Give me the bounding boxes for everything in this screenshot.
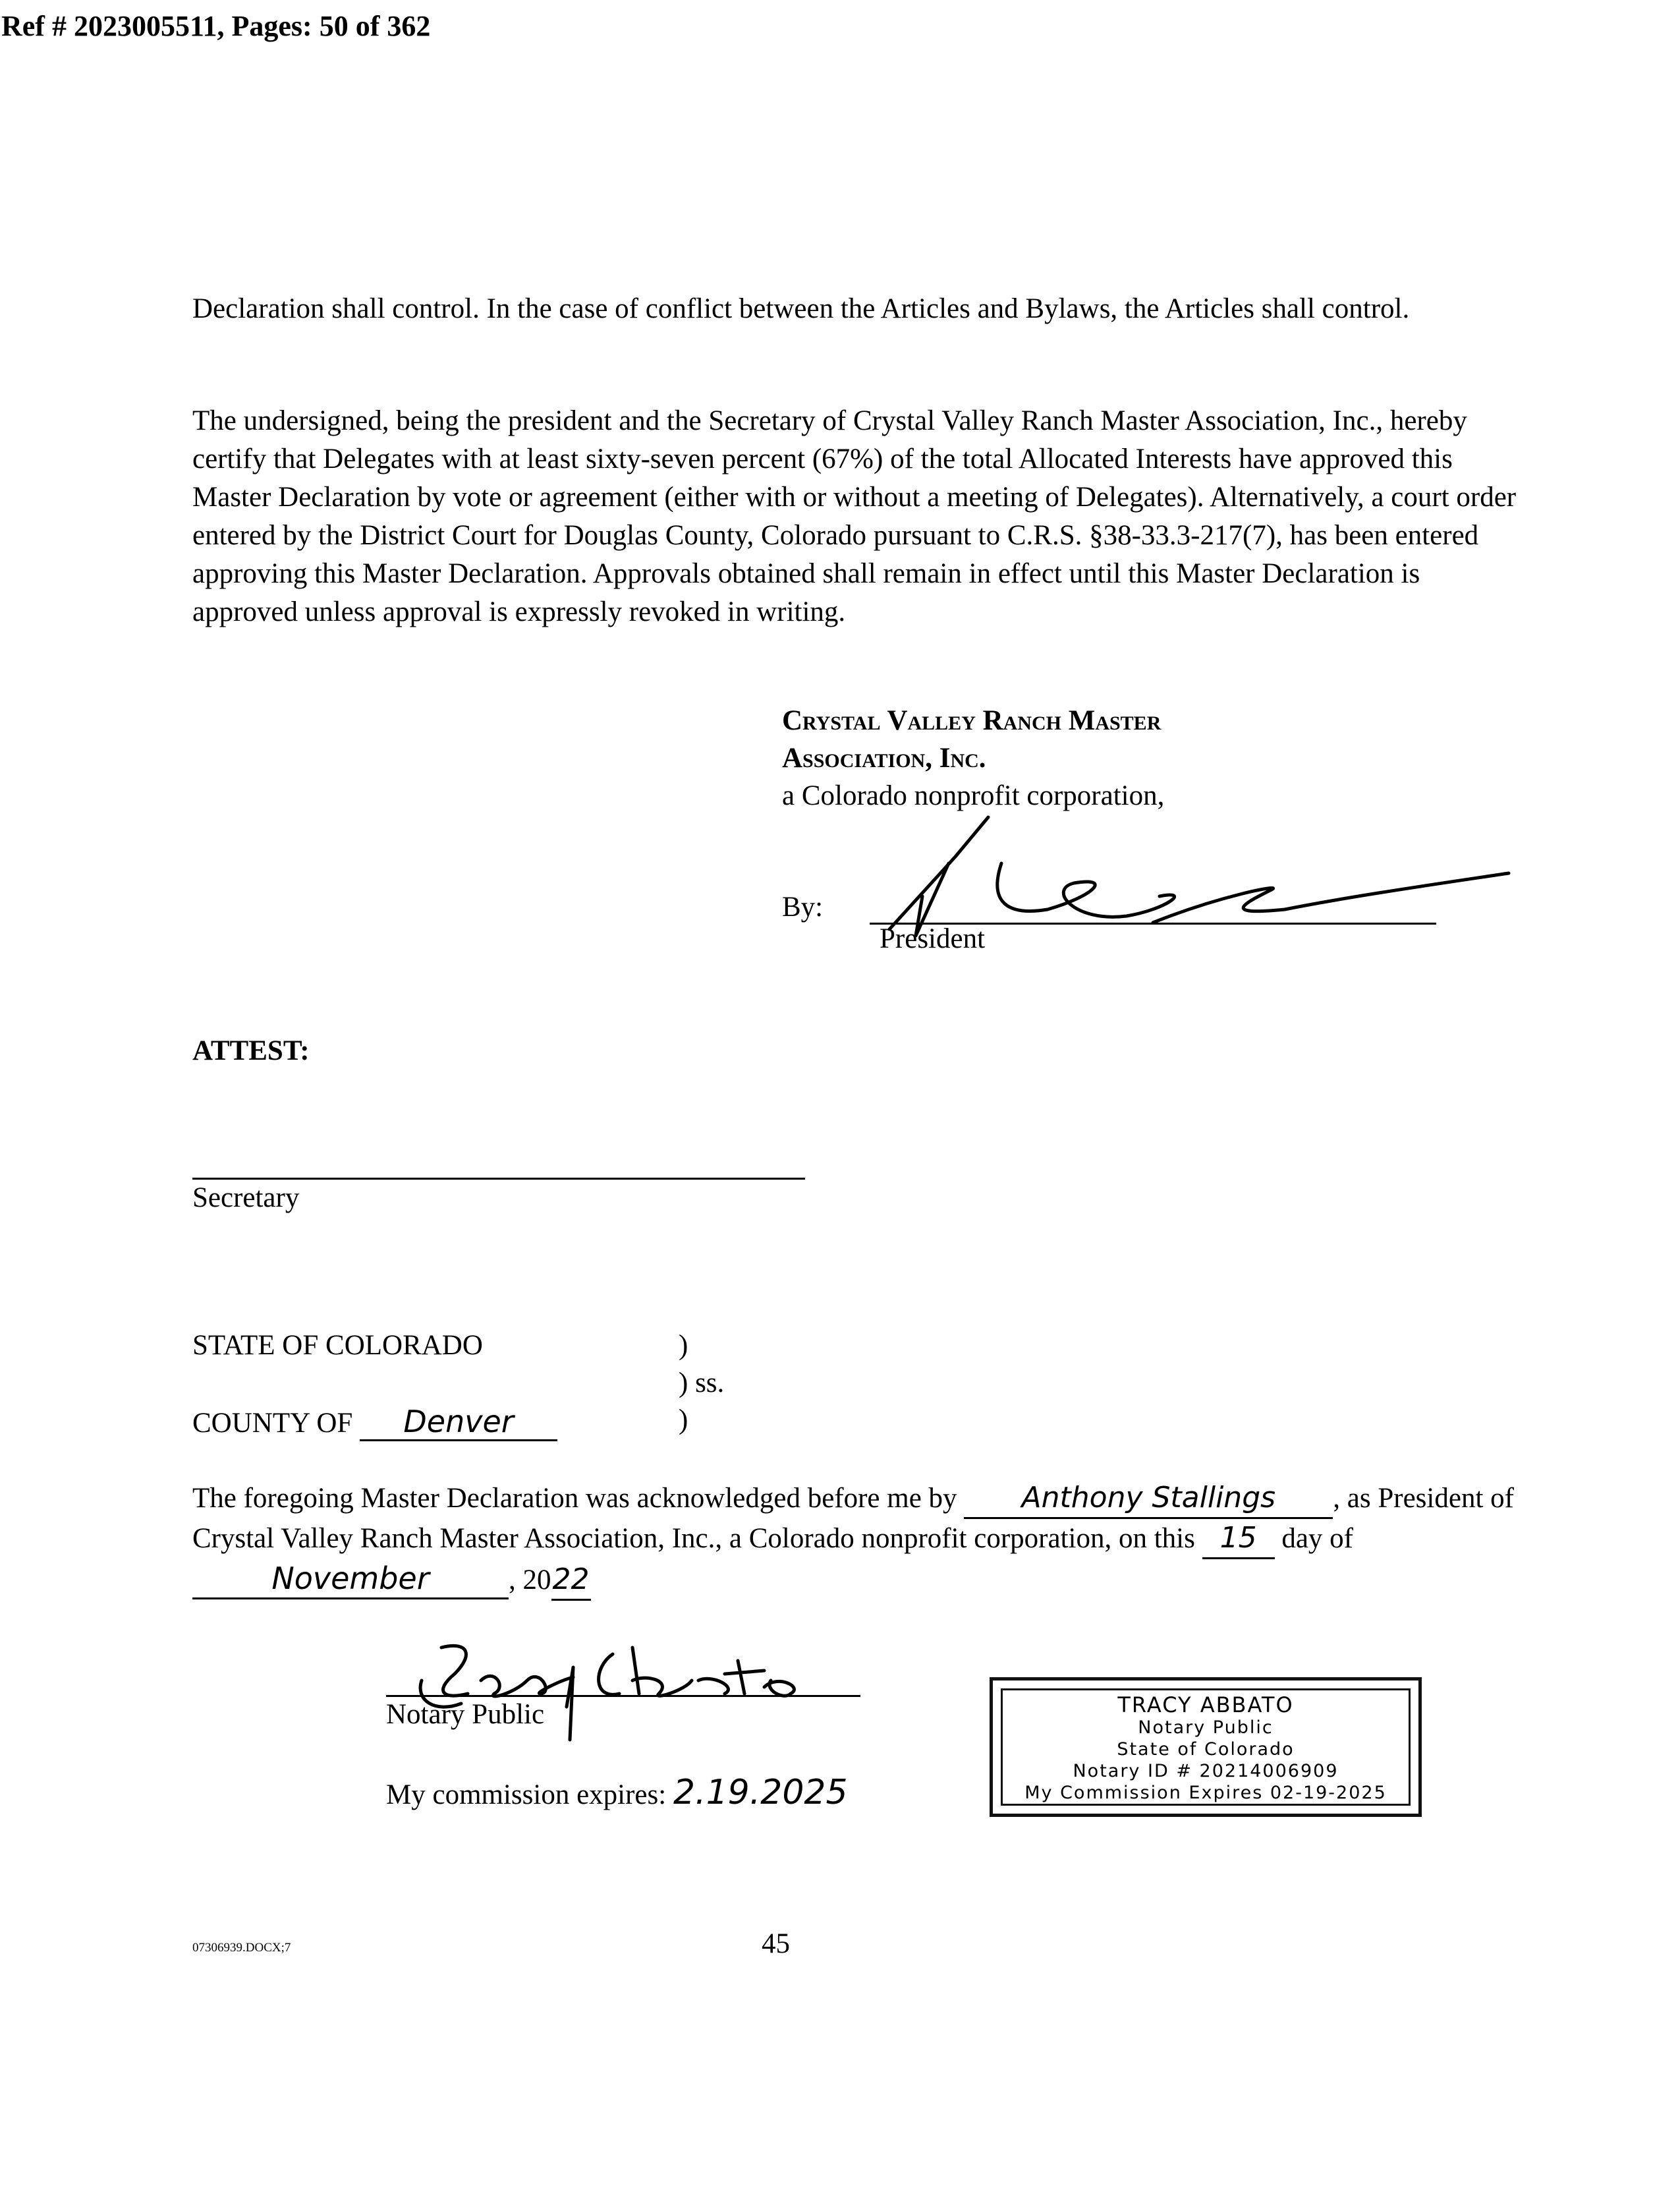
county-label: COUNTY OF <box>192 1408 353 1439</box>
stamp-notary-name: TRACY ABBATO <box>1117 1692 1294 1717</box>
commission-label: My commission expires: <box>386 1779 667 1810</box>
commission-expiry <box>386 1773 848 1812</box>
notary-stamp <box>990 1677 1422 1817</box>
commission-value: 2.19.2025 <box>673 1773 848 1812</box>
ack-text-2: , as President of Crystal Valley Ranch Master Association, Inc., a Colorado nonprofit corporation, on this <box>192 1483 1514 1554</box>
signature-entity-block <box>782 702 1164 815</box>
ack-text-3: day of <box>1281 1523 1353 1554</box>
attest-heading: ATTEST: <box>192 1035 310 1066</box>
stamp-line-id: Notary ID # 20214006909 <box>1073 1761 1339 1781</box>
venue-paren-top: ) <box>679 1330 688 1361</box>
paragraph-certification: The undersigned, being the president and the Secretary of Crystal Valley Ranch Master Association, Inc., hereby certify that Delegates with at least sixty-seven percent (67%) of the total Allocated Interests have approved this Master Declaration by vote or agreement (either with or without a meeting of Delegates). Alternatively, a court order entered by the District Court for Douglas County, Colorado pursuant to C.R.S. §38-33.3-217(7), has been entered approving this Master Declaration. Approvals obtained shall remain in effect until this Master Declaration is approved unless approval is expressly revoked in writing. <box>192 405 1517 627</box>
venue-ss: ) ss. <box>679 1367 725 1398</box>
stamp-line-expiry: My Commission Expires 02-19-2025 <box>1024 1783 1387 1803</box>
notary-label: Notary Public <box>386 1699 545 1730</box>
ack-text-1: The foregoing Master Declaration was acknowledged before me by <box>192 1483 957 1514</box>
by-label: By: <box>782 892 824 923</box>
venue-paren-bottom: ) <box>679 1404 688 1435</box>
stamp-line-title: Notary Public <box>1138 1717 1274 1738</box>
president-title: President <box>880 923 986 954</box>
venue-county <box>192 1404 557 1441</box>
ack-text-4: , 20 <box>509 1565 551 1595</box>
acknowledgment-paragraph <box>192 1479 1523 1601</box>
page-number: 45 <box>762 1928 790 1959</box>
reference-header: Ref # 2023005511, Pages: 50 of 362 <box>1 10 431 42</box>
ack-name: Anthony Stallings <box>964 1479 1333 1519</box>
paragraph-control: Declaration shall control. In the case of conflict between the Articles and Bylaws, the Articles shall control. <box>192 293 1410 324</box>
entity-name-line1: Crystal Valley Ranch Master <box>782 705 1162 736</box>
secretary-title: Secretary <box>192 1182 300 1213</box>
venue-state: STATE OF COLORADO <box>192 1330 483 1361</box>
ack-day: 15 <box>1202 1519 1275 1559</box>
secretary-signature-line <box>192 1178 805 1180</box>
entity-description: a Colorado nonprofit corporation, <box>782 780 1165 811</box>
county-value: Denver <box>360 1404 557 1441</box>
ack-month: November <box>192 1559 509 1599</box>
document-id: 07306939.DOCX;7 <box>192 1941 291 1955</box>
stamp-line-state: State of Colorado <box>1117 1739 1295 1760</box>
notary-signature-line <box>386 1695 860 1697</box>
ack-year: 22 <box>551 1561 591 1601</box>
entity-name-line2: Association, Inc. <box>782 743 986 774</box>
